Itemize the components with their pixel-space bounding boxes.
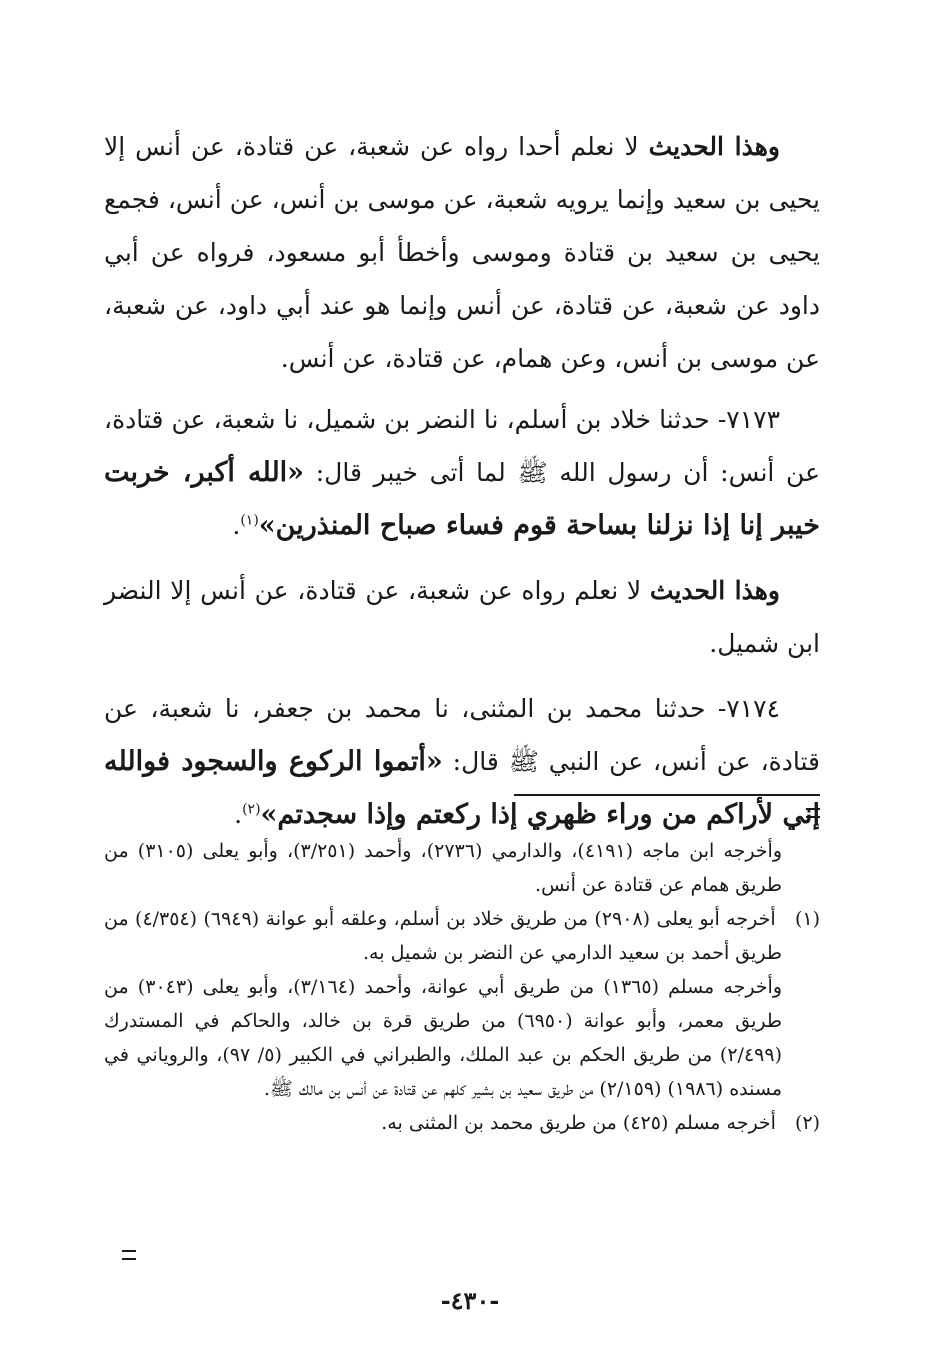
commentary-text: لا نعلم أحدا رواه عن شعبة، عن قتادة، عن أنس إلا يحيى بن سعيد وإنما يرويه شعبة، عن موسى بن أنس، عن أنس، فجمع يحيى بن سعيد بن قتادة وموسى وأخطأ أبو مسعود، فرواه عن أبي داود عن شعبة، عن قتادة، عن أنس وإنما هو عند أبي داود، عن شعبة، عن موسى بن أنس، وعن همام، عن قتادة، عن أنس.	[104, 132, 820, 373]
hadith-isnad: ٧١٧٣- حدثنا خلاد بن أسلم، نا النضر بن شميل، نا شعبة، عن قتادة، عن أنس: أن رسول الله ﷺ لما أتى خيبر قال:	[104, 405, 820, 487]
hadith-end: .	[234, 800, 243, 829]
double-dash-mark	[806, 808, 820, 818]
commentary-paragraph-1	[104, 120, 820, 385]
hadith-matn: «أتموا الركوع والسجود فوالله إني لأراكم من وراء ظهري إذا ركعتم وإذا سجدتم»	[104, 746, 820, 830]
hadith-7173	[104, 393, 820, 552]
footnote-1	[104, 902, 820, 970]
page-number: -٤٣٠-	[440, 1286, 500, 1315]
footnote-2	[104, 1106, 820, 1140]
footnote-text: أخرجه مسلم (٤٢٥) من طريق محمد بن المثنى به.	[381, 1112, 782, 1134]
lead-phrase: وهذا الحديث	[648, 132, 780, 161]
hadith-isnad: ٧١٧٤- حدثنا محمد بن المثنى، نا محمد بن جعفر، نا شعبة، عن قتادة، عن أنس، عن النبي ﷺ قال:	[104, 694, 820, 776]
footnote-1-continuation: وأخرجه مسلم (١٣٦٥) من طريق أبي عوانة، وأحمد (٣/١٦٤)، وأبو يعلى (٣٠٤٣) من طريق معمر، وأبو عوانة (٦٩٥٠) من طريق قرة بن خالد، والحاكم في المستدرك (٢/٤٩٩) من طريق الحكم بن عبد الملك، والطبراني في الكبير (٥/ ٩٧)، والروياني في مسنده (١٩٨٦) (٢/١٥٩) من طريق سعيد بن بشير كلهم عن قتادة عن أنس بن مالك ﷺ.	[104, 976, 783, 1100]
hadith-7174	[104, 682, 820, 841]
commentary-paragraph-2	[104, 564, 820, 670]
hadith-matn: «الله أكبر، خربت خيبر إنا إذا نزلنا بساحة قوم فساء صباح المنذرين»	[104, 457, 820, 541]
footnote-ref-1: (١)	[240, 512, 259, 529]
footnote-number: (١)	[794, 908, 820, 930]
lead-phrase: وهذا الحديث	[649, 576, 780, 605]
hadith-end: .	[232, 511, 241, 540]
footnote-separator	[514, 794, 820, 796]
footnote-text: أخرجه أبو يعلى (٢٩٠٨) من طريق خلاد بن أسلم، وعلقه أبو عوانة (٦٩٤٩) (٤/٣٥٤) من طريق أحمد بن سعيد الدارمي عن النضر بن شميل به.	[104, 908, 782, 964]
double-dash-mark	[122, 1250, 136, 1260]
footnote-number: (٢)	[794, 1112, 820, 1134]
footnote-continuation: وأخرجه ابن ماجه (٤١٩١)، والدارمي (٢٧٣٦)، وأحمد (٣/٢٥١)، وأبو يعلى (٣١٠٥) من طريق همام عن قتادة عن أنس.	[104, 840, 783, 896]
commentary-text: لا نعلم رواه عن شعبة، عن قتادة، عن أنس إلا النضر ابن شميل.	[104, 576, 820, 658]
main-text	[104, 120, 820, 849]
footnotes	[104, 834, 820, 1140]
footnote-ref-2: (٢)	[242, 801, 261, 818]
